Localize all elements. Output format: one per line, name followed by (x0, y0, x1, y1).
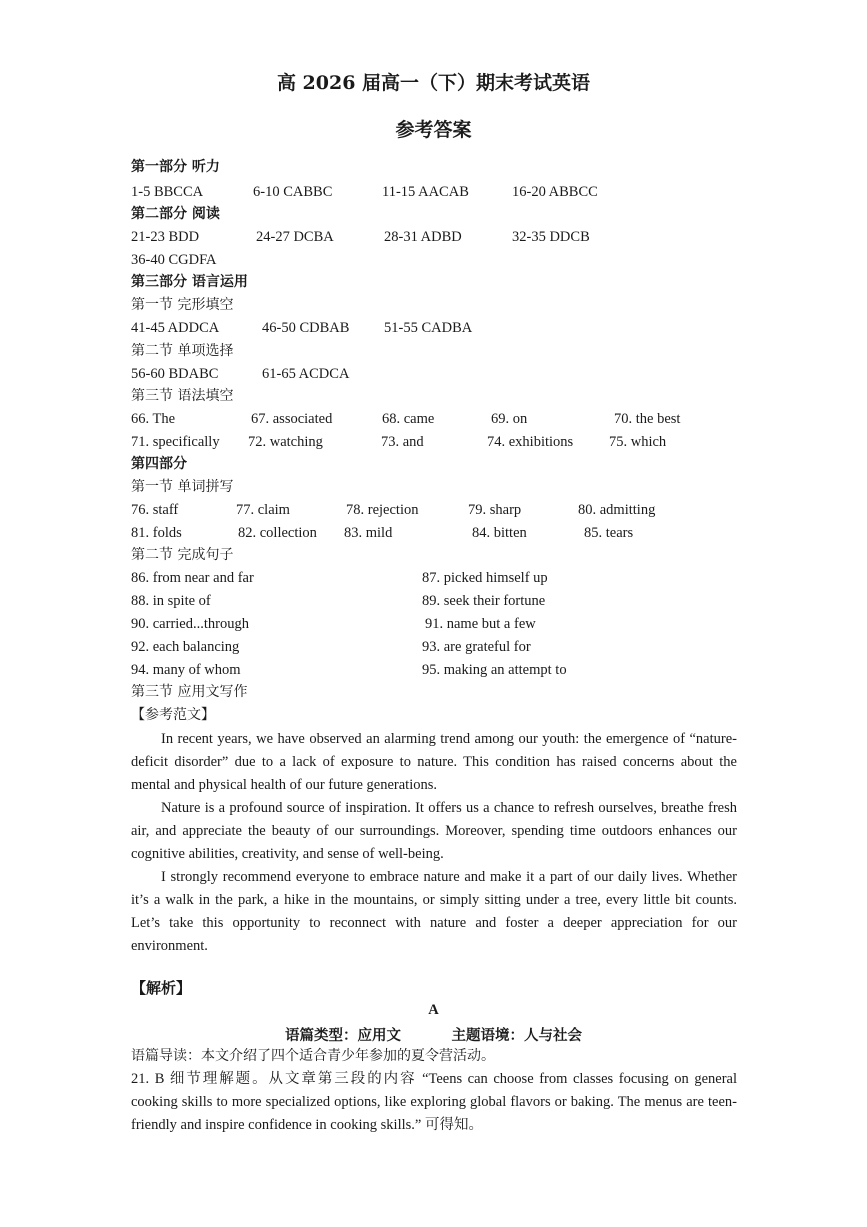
grammar-answer: 73. and (381, 434, 424, 450)
part4-sec1-heading: 第一节 单词拼写 (131, 479, 234, 495)
spelling-answer: 81. folds (131, 525, 182, 541)
part3-heading: 第三部分 语言运用 (131, 274, 248, 290)
sentence-answer: 86. from near and far (131, 570, 254, 586)
part4-sec3-heading: 第三节 应用文写作 (131, 684, 248, 700)
answer-group: 6-10 CABBC (253, 184, 333, 200)
part3-sec2-heading: 第二节 单项选择 (131, 343, 234, 359)
part4-sec2-heading: 第二节 完成句子 (131, 547, 234, 563)
answer-group: 21-23 BDD (131, 229, 200, 245)
grammar-answer: 68. came (382, 411, 435, 427)
sentence-answer: 87. picked himself up (422, 570, 548, 586)
answer-group: 1-5 BBCCA (131, 184, 204, 200)
answer-group: 56-60 BDABC (131, 366, 219, 382)
section-letter: A (428, 1002, 439, 1018)
part3-sec3-heading: 第三节 语法填空 (131, 388, 234, 404)
sample-heading: 【参考范文】 (131, 707, 215, 723)
grammar-answer: 72. watching (248, 434, 323, 450)
answer-group: 46-50 CDBAB (262, 320, 350, 336)
spelling-answer: 78. rejection (346, 502, 419, 518)
spelling-answer: 79. sharp (468, 502, 522, 518)
spelling-answer: 82. collection (238, 525, 317, 541)
grammar-answer: 75. which (609, 434, 667, 450)
spelling-answer: 85. tears (584, 525, 634, 541)
sentence-answer: 94. many of whom (131, 662, 241, 678)
sentence-answer: 95. making an attempt to (422, 662, 567, 678)
sample-paragraph: In recent years, we have observed an alarming trend among our youth: the emergence of “nature-deficit disorder” due to a lack of exposure to nature. This condition has raised concerns about the mental and physical health of our future generations. (131, 731, 737, 793)
answer-group: 28-31 ADBD (384, 229, 462, 245)
grammar-answer: 69. on (491, 411, 528, 427)
part1-heading: 第一部分 听力 (131, 159, 220, 175)
sentence-answer: 93. are grateful for (422, 639, 531, 655)
answer-group: 41-45 ADDCA (131, 320, 220, 336)
grammar-answer: 67. associated (251, 411, 333, 427)
sentence-answer: 92. each balancing (131, 639, 240, 655)
part4-heading: 第四部分 (131, 456, 187, 472)
sentence-answer: 91. name but a few (425, 616, 536, 632)
passage-meta: 语篇类型：应用文 主题语境：人与社会 (285, 1028, 582, 1044)
answer-group: 61-65 ACDCA (262, 366, 350, 382)
question-21-analysis: 21. B 细节理解题。从文章第三段的内容 “Teens can choose from classes focusing on general cooking skills to more specialized options, like exploring global flavors or baking. The menus are teen-friendly and inspire confidence in cooking skills.” 可得知。 (131, 1071, 737, 1133)
spelling-answer: 76. staff (131, 502, 179, 518)
grammar-answer: 71. specifically (131, 434, 220, 450)
sample-paragraph: Nature is a profound source of inspiration. It offers us a chance to refresh ourselves, breathe fresh air, and appreciate the beauty of our surroundings. Moreover, spending time outdoors enhances our cognitive abilities, creativity, and sense of well-being. (131, 800, 737, 862)
sample-paragraph: I strongly recommend everyone to embrace nature and make it a part of our daily lives. Whether it’s a walk in the park, a hike in the mountains, or simply sitting under a tree, every little bit counts. Let’s take this opportunity to reconnect with nature and foster a deeper appreciation for our environment. (131, 869, 737, 954)
passage-intro: 语篇导读：本文介绍了四个适合青少年参加的夏令营活动。 (131, 1048, 495, 1064)
spelling-answer: 84. bitten (472, 525, 527, 541)
sentence-answer: 90. carried...through (131, 616, 249, 632)
spelling-answer: 77. claim (236, 502, 290, 518)
answer-group: 32-35 DDCB (512, 229, 590, 245)
answer-group: 11-15 AACAB (382, 184, 469, 200)
spelling-answer: 80. admitting (578, 502, 656, 518)
analysis-heading: 【解析】 (131, 979, 192, 997)
answer-group: 16-20 ABBCC (512, 184, 598, 200)
sentence-answer: 89. seek their fortune (422, 593, 546, 609)
grammar-answer: 74. exhibitions (487, 434, 574, 450)
part3-sec1-heading: 第一节 完形填空 (131, 297, 234, 313)
grammar-answer: 66. The (131, 411, 176, 427)
page-title: 高 2026 届高一（下）期末考试英语 (276, 72, 591, 94)
answer-group: 24-27 DCBA (256, 229, 334, 245)
part2-heading: 第二部分 阅读 (131, 206, 220, 222)
page-subtitle: 参考答案 (395, 119, 472, 141)
sentence-answer: 88. in spite of (131, 593, 211, 609)
spelling-answer: 83. mild (344, 525, 393, 541)
answer-group: 51-55 CADBA (384, 320, 473, 336)
answer-group: 36-40 CGDFA (131, 252, 217, 268)
grammar-answer: 70. the best (614, 411, 681, 427)
